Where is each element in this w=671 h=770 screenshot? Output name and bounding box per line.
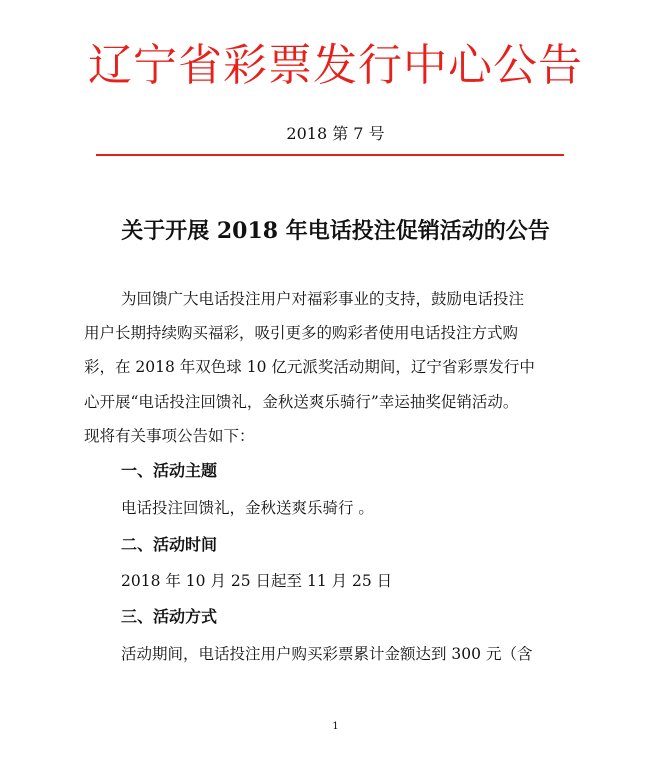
section-content-time: 2018 年 10 月 25 日起至 11 月 25 日: [121, 572, 393, 590]
page-number: 1: [332, 721, 339, 732]
intro-line: 现将有关事项公告如下：: [84, 427, 255, 445]
intro-line: 用户长期持续购买福彩，吸引更多的购彩者使用电话投注方式购: [84, 324, 519, 342]
notice-title: 关于开展 2018 年电话投注促销活动的公告: [121, 218, 550, 244]
document-number: 2018 第 7 号: [286, 124, 385, 143]
red-divider-line: [96, 154, 564, 156]
intro-line: 为回馈广大电话投注用户对福彩事业的支持，鼓励电话投注: [121, 290, 525, 308]
section-heading-method: 三、活动方式: [121, 607, 218, 626]
header-title: 辽宁省彩票发行中心公告: [88, 40, 583, 91]
section-content-theme: 电话投注回馈礼，金秋送爽乐骑行 。: [121, 499, 374, 517]
intro-line: 心开展“电话投注回馈礼，金秋送爽乐骑行”幸运抽奖促销活动。: [84, 393, 519, 411]
section-heading-theme: 一、活动主题: [121, 461, 218, 480]
intro-line: 彩，在 2018 年双色球 10 亿元派奖活动期间，辽宁省彩票发行中: [84, 358, 535, 376]
section-heading-time: 二、活动时间: [121, 535, 218, 554]
section-content-method: 活动期间，电话投注用户购买彩票累计金额达到 300 元（含: [121, 645, 533, 663]
